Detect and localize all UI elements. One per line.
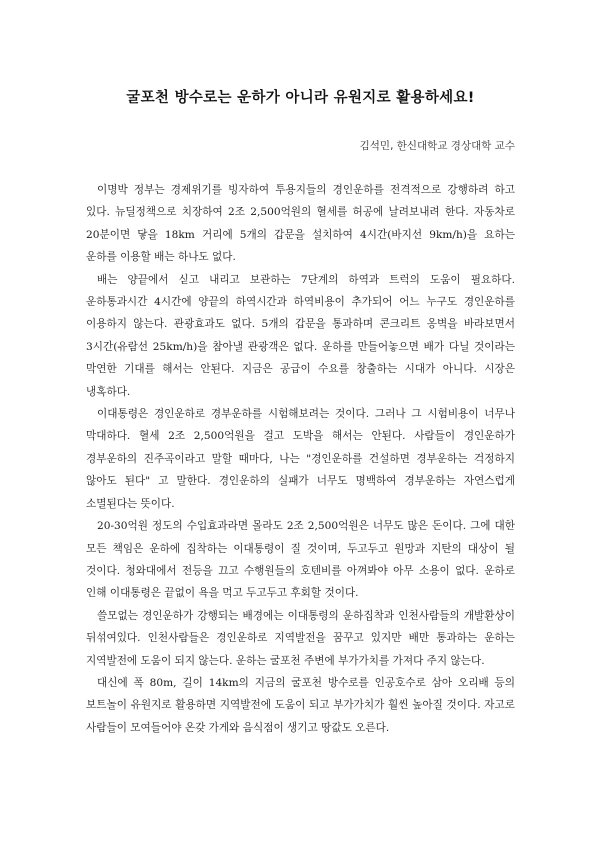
- article-body: [86, 179, 515, 739]
- article-author: 김석민, 한신대학교 경상대학 교수: [359, 140, 515, 152]
- body-paragraph: 대신에 폭 80m, 길이 14km의 지금의 굴포천 방수로를 인공호수로 삼아 오리배 등의 보트놀이 유원지로 활용하면 지역발전에 도움이 되고 부가가치가 훨씬 높아질 것이다. 자고로 사람들이 모여들어야 온갖 가게와 음식점이 생기고 땅값도 오른다.: [86, 676, 515, 734]
- body-paragraph: 이대통령은 경인운하로 경부운하를 시험해보려는 것이다. 그러나 그 시험비용이 너무나 막대하다. 혈세 2조 2,500억원을 걸고 도박을 해서는 안된다. 사람들이 경인운하가 경부운하의 진주곡이라고 말할 때마다, 나는 "경인운하를 건설하면 경부운하는 걱정하지 않아도 된다" 고 말한다. 경인운하의 실패가 너무도 명백하여 경부운하는 자연스럽게 소멸된다는 뜻이다.: [86, 408, 515, 510]
- article-title: 굴포천 방수로는 운하가 아니라 유원지로 활용하세요!: [126, 90, 475, 106]
- body-paragraph: 이명박 정부는 경제위기를 빙자하여 투용지들의 경인운하를 전격적으로 강행하려 하고 있다. 뉴딜정책으로 치장하여 2조 2,500억원의 혈세를 허공에 날려보내려 한다. 자동차로 20분이면 닿을 18km 거리에 5개의 갑문을 설치하여 4시간(바지선 9km/h)을 요하는 운하를 이용할 배는 하나도 없다.: [86, 184, 515, 264]
- body-paragraph: 쓸모없는 경인운하가 강행되는 배경에는 이대통령의 운하집착과 인천사람들의 개발환상이 뒤섞여있다. 인천사람들은 경인운하로 지역발전을 꿈꾸고 있지만 배만 통과하는 운하는 지역발전에 도움이 되지 않는다. 운하는 굴포천 주변에 부가가치를 가져다 주지 않는다.: [86, 609, 515, 667]
- body-paragraph: 배는 양끝에서 싣고 내리고 보관하는 7단계의 하역과 트럭의 도움이 필요하다. 운하통과시간 4시간에 양끝의 하역시간과 하역비용이 추가되어 어느 누구도 경인운하를 이용하지 않는다. 관광효과도 없다. 5개의 갑문을 통과하며 콘크리트 옹벽을 바라보면서 3시간(유람선 25km/h)을 참아낼 관광객은 없다. 운하를 만들어놓으면 배가 다닐 것이라는 막연한 기대를 해서는 안된다. 지금은 공급이 수요를 창출하는 시대가 아니다. 시장은 냉혹하다.: [86, 273, 515, 398]
- body-paragraph: 20-30억원 정도의 수입효과라면 몰라도 2조 2,500억원은 너무도 많은 돈이다. 그에 대한 모든 책임은 운하에 집착하는 이대통령이 질 것이며, 두고두고 원망과 지탄의 대상이 될 것이다. 청와대에서 전등을 끄고 수행원들의 호텐비를 아껴봐야 아무 소용이 없다. 운하로 인해 이대통령은 끝없이 욕을 먹고 두고두고 후회할 것이다.: [86, 520, 515, 600]
